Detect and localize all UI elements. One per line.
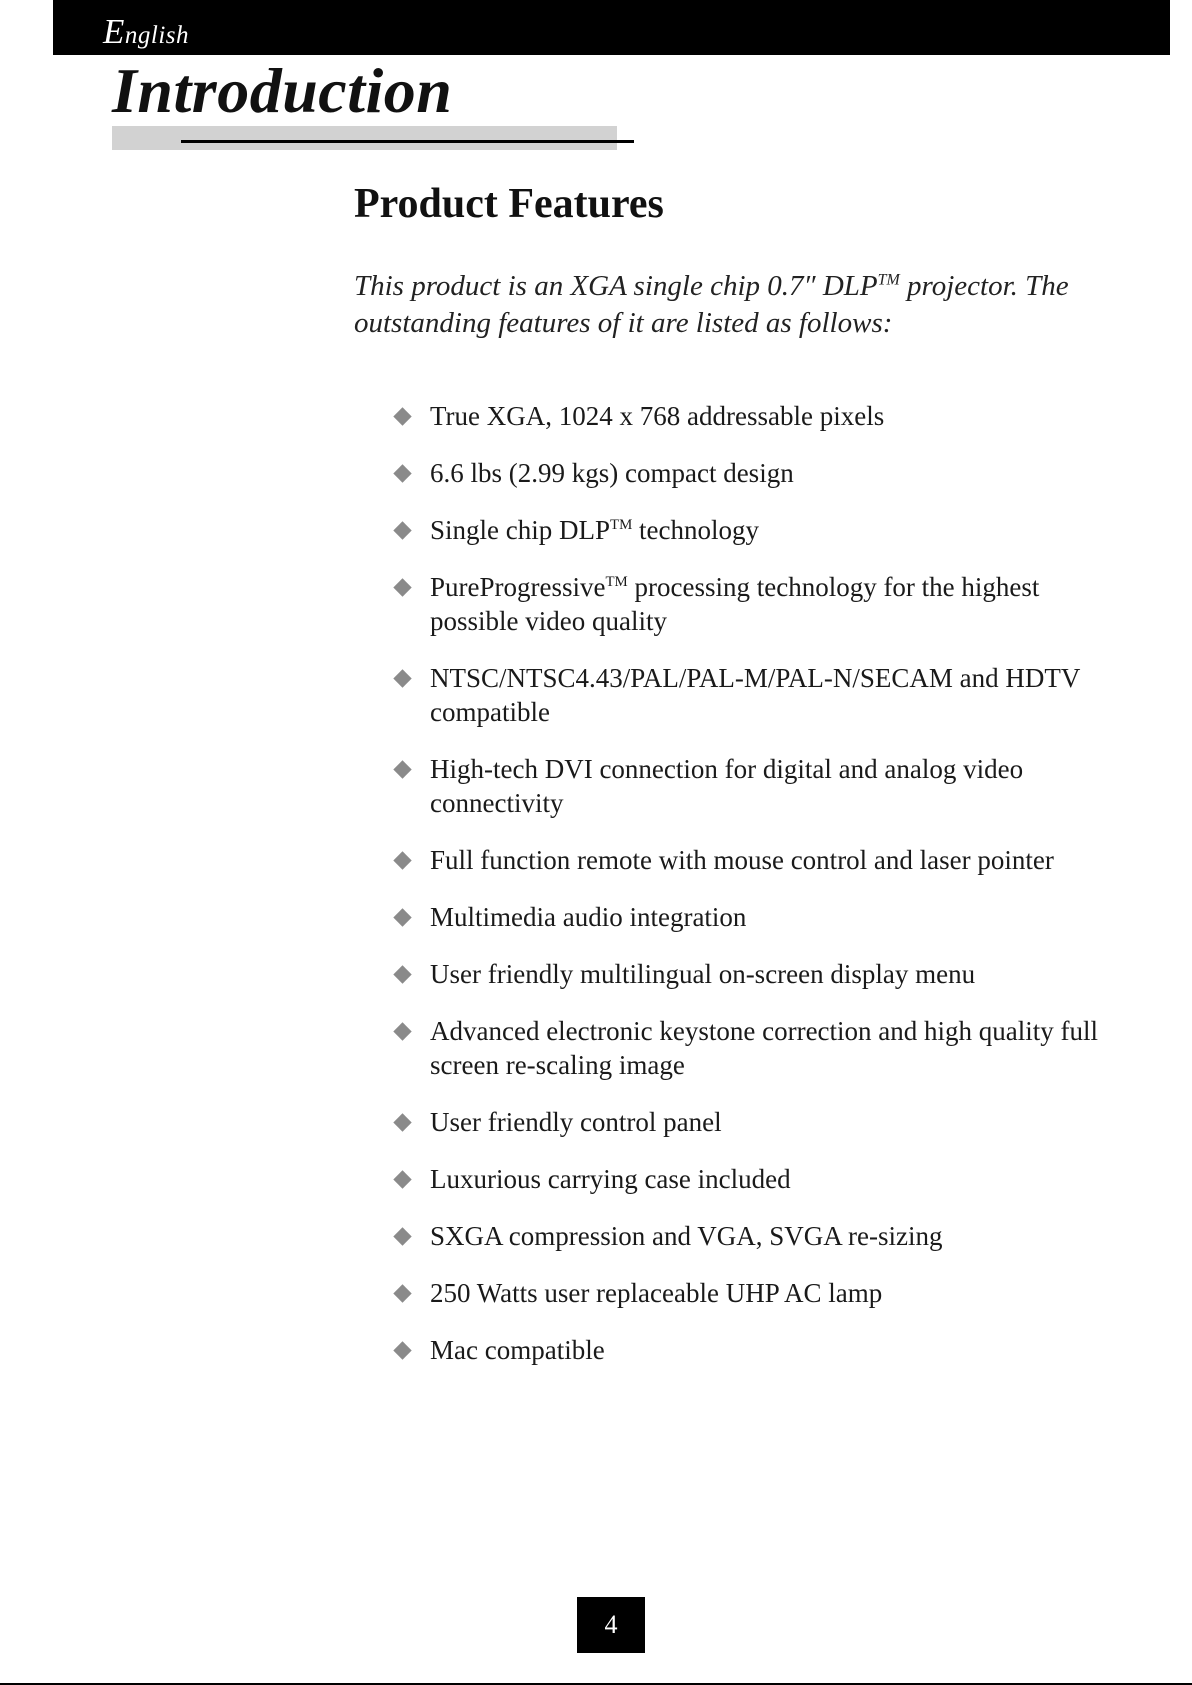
feature-item: PureProgressive™ processing technology for the highest possible video quality: [392, 570, 1122, 638]
diamond-bullet-icon: [393, 851, 411, 869]
diamond-bullet-icon: [393, 669, 411, 687]
diamond-bullet-icon: [393, 1022, 411, 1040]
diamond-bullet-icon: [393, 965, 411, 983]
diamond-bullet-icon: [393, 1284, 411, 1302]
diamond-bullet-icon: [393, 1170, 411, 1188]
feature-item: High-tech DVI connection for digital and analog video connectivity: [392, 752, 1122, 820]
title-underline-rule: [181, 140, 634, 143]
trademark-mark: TM: [877, 271, 900, 289]
feature-item: Single chip DLP™ technology: [392, 513, 1122, 547]
feature-item: SXGA compression and VGA, SVGA re-sizing: [392, 1219, 1122, 1253]
section-title: Product Features: [354, 181, 664, 227]
page-number: 4: [577, 1597, 645, 1653]
feature-item: 6.6 lbs (2.99 kgs) compact design: [392, 456, 1122, 490]
diamond-bullet-icon: [393, 578, 411, 596]
chapter-title: Introduction: [112, 55, 453, 126]
diamond-bullet-icon: [393, 908, 411, 926]
feature-item: NTSC/NTSC4.43/PAL/PAL-M/PAL-N/SECAM and HDTV compatible: [392, 661, 1122, 729]
feature-item: 250 Watts user replaceable UHP AC lamp: [392, 1276, 1122, 1310]
diamond-bullet-icon: [393, 1113, 411, 1131]
feature-item: Luxurious carrying case included: [392, 1162, 1122, 1196]
diamond-bullet-icon: [393, 521, 411, 539]
diamond-bullet-icon: [393, 1341, 411, 1359]
diamond-bullet-icon: [393, 407, 411, 425]
feature-item: User friendly control panel: [392, 1105, 1122, 1139]
feature-item: Mac compatible: [392, 1333, 1122, 1367]
feature-item: Multimedia audio integration: [392, 900, 1122, 934]
intro-paragraph: This product is an XGA single chip 0.7″ DLP™ projector. The outstanding features of it are listed as follows:: [354, 270, 1069, 339]
trademark-mark: TM: [610, 517, 633, 533]
feature-item: User friendly multilingual on-screen display menu: [392, 957, 1122, 991]
header-bar: [53, 0, 1170, 55]
diamond-bullet-icon: [393, 760, 411, 778]
diamond-bullet-icon: [393, 1227, 411, 1245]
title-underline-shade: [112, 126, 617, 150]
feature-item: Full function remote with mouse control and laser pointer: [392, 843, 1122, 877]
feature-list: [392, 399, 1122, 1390]
language-label: English: [103, 12, 190, 51]
feature-item: Advanced electronic keystone correction and high quality full screen re-scaling image: [392, 1014, 1122, 1082]
trademark-mark: TM: [605, 574, 628, 590]
feature-item: True XGA, 1024 x 768 addressable pixels: [392, 399, 1122, 433]
diamond-bullet-icon: [393, 464, 411, 482]
